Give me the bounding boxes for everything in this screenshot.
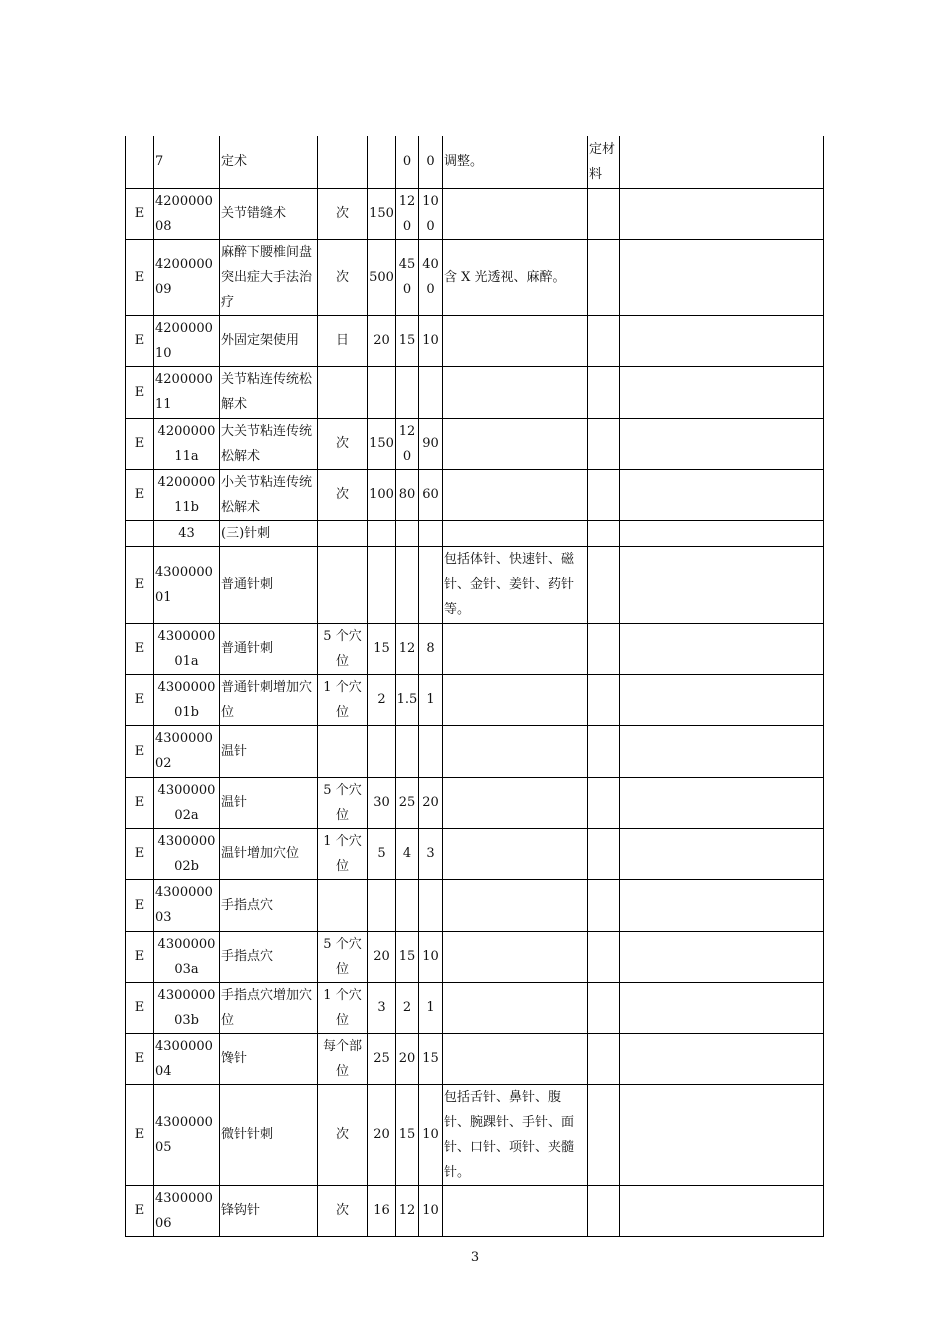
item-code-cell: 430000003a (154, 931, 220, 982)
item-code-cell: 430000001a (154, 623, 220, 674)
price-level1-cell: 15 (368, 623, 396, 674)
item-name-cell: 馋针 (220, 1033, 318, 1084)
price-level2-cell: 12 (396, 1185, 419, 1236)
exception-cell (588, 366, 620, 418)
table-row (126, 931, 824, 982)
remarks-cell (620, 469, 824, 520)
exception-cell (588, 931, 620, 982)
item-name-cell: 手指点穴增加穴位 (220, 982, 318, 1033)
content-note-cell (443, 982, 588, 1033)
category-cell (126, 520, 154, 546)
item-name-cell: 普通针刺 (220, 623, 318, 674)
content-note-cell (443, 777, 588, 828)
content-note-cell (443, 674, 588, 725)
unit-cell: 1 个穴位 (318, 828, 368, 879)
unit-cell: 每个部位 (318, 1033, 368, 1084)
unit-cell (318, 136, 368, 188)
table-row (126, 239, 824, 315)
unit-cell (318, 520, 368, 546)
price-level2-cell (396, 725, 419, 777)
price-level1-cell: 5 (368, 828, 396, 879)
price-level1-cell: 25 (368, 1033, 396, 1084)
price-level1-cell (368, 879, 396, 931)
remarks-cell (620, 879, 824, 931)
item-name-cell: 锋钩针 (220, 1185, 318, 1236)
item-code-cell: 420000011a (154, 418, 220, 469)
unit-cell: 次 (318, 188, 368, 239)
content-note-cell (443, 366, 588, 418)
table-row (126, 623, 824, 674)
category-cell: E (126, 366, 154, 418)
remarks-cell (620, 674, 824, 725)
remarks-cell (620, 136, 824, 188)
exception-cell (588, 315, 620, 366)
price-level3-cell: 10 (419, 1084, 443, 1185)
item-name-cell: 小关节粘连传统松解术 (220, 469, 318, 520)
category-cell: E (126, 982, 154, 1033)
price-level3-cell (419, 520, 443, 546)
exception-cell (588, 982, 620, 1033)
unit-cell: 5 个穴位 (318, 777, 368, 828)
price-level2-cell: 15 (396, 1084, 419, 1185)
table-row (126, 674, 824, 725)
exception-cell (588, 879, 620, 931)
item-name-cell: 普通针刺增加穴位 (220, 674, 318, 725)
remarks-cell (620, 725, 824, 777)
price-level2-cell: 1.5 (396, 674, 419, 725)
content-note-cell: 包括舌针、鼻针、腹针、腕踝针、手针、面针、口针、项针、夹髓针。 (443, 1084, 588, 1185)
category-cell: E (126, 1033, 154, 1084)
unit-cell (318, 879, 368, 931)
price-level2-cell: 4 (396, 828, 419, 879)
price-level1-cell (368, 366, 396, 418)
category-cell: E (126, 239, 154, 315)
page-number: 3 (470, 1250, 480, 1265)
unit-cell: 1 个穴位 (318, 674, 368, 725)
exception-cell (588, 777, 620, 828)
price-level2-cell: 12 (396, 623, 419, 674)
price-level1-cell: 150 (368, 418, 396, 469)
remarks-cell (620, 418, 824, 469)
item-name-cell: 温针 (220, 777, 318, 828)
price-level3-cell: 10 (419, 315, 443, 366)
category-cell: E (126, 674, 154, 725)
price-level3-cell (419, 879, 443, 931)
price-level3-cell: 10 (419, 931, 443, 982)
price-level1-cell: 500 (368, 239, 396, 315)
remarks-cell (620, 777, 824, 828)
price-level3-cell: 10 (419, 1185, 443, 1236)
unit-cell: 1 个穴位 (318, 982, 368, 1033)
price-level1-cell: 16 (368, 1185, 396, 1236)
price-level2-cell: 2 (396, 982, 419, 1033)
price-level2-cell (396, 366, 419, 418)
item-name-cell: 麻醉下腰椎间盘突出症大手法治疗 (220, 239, 318, 315)
content-note-cell: 含 X 光透视、麻醉。 (443, 239, 588, 315)
remarks-cell (620, 188, 824, 239)
content-note-cell (443, 623, 588, 674)
category-cell: E (126, 469, 154, 520)
item-code-cell: 7 (154, 136, 220, 188)
exception-cell (588, 623, 620, 674)
price-level2-cell: 450 (396, 239, 419, 315)
price-level3-cell: 8 (419, 623, 443, 674)
category-cell: E (126, 1185, 154, 1236)
price-level1-cell (368, 520, 396, 546)
price-level2-cell: 25 (396, 777, 419, 828)
price-level1-cell: 2 (368, 674, 396, 725)
price-level2-cell: 20 (396, 1033, 419, 1084)
table-row (126, 725, 824, 777)
price-level2-cell: 120 (396, 418, 419, 469)
exception-cell (588, 469, 620, 520)
fee-schedule-table (125, 136, 824, 1237)
price-level1-cell: 100 (368, 469, 396, 520)
item-code-cell: 430000006 (154, 1185, 220, 1236)
price-level1-cell: 20 (368, 1084, 396, 1185)
price-level3-cell: 400 (419, 239, 443, 315)
category-cell: E (126, 777, 154, 828)
item-code-cell: 430000002b (154, 828, 220, 879)
content-note-cell (443, 188, 588, 239)
item-name-cell: 微针针刺 (220, 1084, 318, 1185)
item-name-cell: 外固定架使用 (220, 315, 318, 366)
item-code-cell: 430000002a (154, 777, 220, 828)
item-code-cell: 420000011b (154, 469, 220, 520)
item-name-cell: 普通针刺 (220, 546, 318, 623)
table-row (126, 1033, 824, 1084)
remarks-cell (620, 520, 824, 546)
category-cell: E (126, 418, 154, 469)
category-cell: E (126, 188, 154, 239)
price-level2-cell: 15 (396, 931, 419, 982)
exception-cell (588, 239, 620, 315)
remarks-cell (620, 828, 824, 879)
remarks-cell (620, 239, 824, 315)
content-note-cell: 调整。 (443, 136, 588, 188)
item-name-cell: 关节粘连传统松解术 (220, 366, 318, 418)
content-note-cell (443, 879, 588, 931)
category-cell: E (126, 623, 154, 674)
category-cell: E (126, 315, 154, 366)
table-row (126, 828, 824, 879)
category-cell: E (126, 828, 154, 879)
remarks-cell (620, 931, 824, 982)
unit-cell: 次 (318, 418, 368, 469)
price-level2-cell (396, 520, 419, 546)
category-cell: E (126, 546, 154, 623)
content-note-cell (443, 520, 588, 546)
table-row (126, 366, 824, 418)
item-code-cell: 430000001b (154, 674, 220, 725)
remarks-cell (620, 546, 824, 623)
price-level3-cell (419, 725, 443, 777)
item-code-cell: 420000011 (154, 366, 220, 418)
table-row (126, 418, 824, 469)
price-level1-cell (368, 725, 396, 777)
item-name-cell: 关节错缝术 (220, 188, 318, 239)
remarks-cell (620, 1185, 824, 1236)
price-level3-cell: 60 (419, 469, 443, 520)
remarks-cell (620, 982, 824, 1033)
unit-cell: 5 个穴位 (318, 623, 368, 674)
exception-cell (588, 1033, 620, 1084)
price-level2-cell: 15 (396, 315, 419, 366)
item-code-cell: 430000003b (154, 982, 220, 1033)
unit-cell (318, 366, 368, 418)
item-code-cell: 420000008 (154, 188, 220, 239)
content-note-cell (443, 725, 588, 777)
unit-cell: 次 (318, 469, 368, 520)
price-level2-cell: 0 (396, 136, 419, 188)
table-row (126, 188, 824, 239)
content-note-cell (443, 1185, 588, 1236)
exception-cell (588, 1185, 620, 1236)
item-name-cell: 手指点穴 (220, 879, 318, 931)
price-level2-cell: 80 (396, 469, 419, 520)
table-row (126, 1185, 824, 1236)
table-row (126, 469, 824, 520)
table-row (126, 777, 824, 828)
price-level3-cell: 1 (419, 674, 443, 725)
category-cell: E (126, 725, 154, 777)
table-row (126, 546, 824, 623)
price-level3-cell: 20 (419, 777, 443, 828)
table-row (126, 879, 824, 931)
item-name-cell: 大关节粘连传统松解术 (220, 418, 318, 469)
item-code-cell: 420000009 (154, 239, 220, 315)
remarks-cell (620, 315, 824, 366)
price-level2-cell (396, 546, 419, 623)
price-level3-cell (419, 366, 443, 418)
price-level1-cell: 20 (368, 315, 396, 366)
exception-cell (588, 546, 620, 623)
table-row (126, 1084, 824, 1185)
category-cell: E (126, 879, 154, 931)
category-cell (126, 136, 154, 188)
exception-cell (588, 520, 620, 546)
content-note-cell: 包括体针、快速针、磁针、金针、姜针、药针等。 (443, 546, 588, 623)
unit-cell: 日 (318, 315, 368, 366)
exception-cell (588, 828, 620, 879)
unit-cell: 5 个穴位 (318, 931, 368, 982)
content-note-cell (443, 1033, 588, 1084)
unit-cell: 次 (318, 1185, 368, 1236)
price-level1-cell: 30 (368, 777, 396, 828)
remarks-cell (620, 1033, 824, 1084)
item-name-cell: 定术 (220, 136, 318, 188)
remarks-cell (620, 1084, 824, 1185)
price-level3-cell: 15 (419, 1033, 443, 1084)
unit-cell: 次 (318, 1084, 368, 1185)
category-cell: E (126, 1084, 154, 1185)
content-note-cell (443, 828, 588, 879)
item-code-cell: 420000010 (154, 315, 220, 366)
content-note-cell (443, 418, 588, 469)
unit-cell (318, 725, 368, 777)
unit-cell (318, 546, 368, 623)
content-note-cell (443, 469, 588, 520)
price-level1-cell (368, 546, 396, 623)
item-name-cell: (三)针刺 (220, 520, 318, 546)
table-row (126, 982, 824, 1033)
price-level3-cell: 1 (419, 982, 443, 1033)
item-code-cell: 430000002 (154, 725, 220, 777)
content-note-cell (443, 931, 588, 982)
remarks-cell (620, 366, 824, 418)
price-level1-cell: 150 (368, 188, 396, 239)
price-level2-cell (396, 879, 419, 931)
item-code-cell: 43 (154, 520, 220, 546)
item-name-cell: 温针增加穴位 (220, 828, 318, 879)
item-code-cell: 430000001 (154, 546, 220, 623)
item-name-cell: 温针 (220, 725, 318, 777)
price-level1-cell: 20 (368, 931, 396, 982)
exception-cell (588, 725, 620, 777)
exception-cell (588, 1084, 620, 1185)
exception-cell (588, 418, 620, 469)
price-level3-cell (419, 546, 443, 623)
content-note-cell (443, 315, 588, 366)
table-row (126, 520, 824, 546)
exception-cell (588, 188, 620, 239)
exception-cell (588, 674, 620, 725)
remarks-cell (620, 623, 824, 674)
price-level3-cell: 100 (419, 188, 443, 239)
price-level3-cell: 0 (419, 136, 443, 188)
table-row (126, 315, 824, 366)
category-cell: E (126, 931, 154, 982)
item-code-cell: 430000003 (154, 879, 220, 931)
unit-cell: 次 (318, 239, 368, 315)
table-row (126, 136, 824, 188)
price-level2-cell: 120 (396, 188, 419, 239)
item-name-cell: 手指点穴 (220, 931, 318, 982)
price-level1-cell (368, 136, 396, 188)
item-code-cell: 430000005 (154, 1084, 220, 1185)
exception-cell: 定材料 (588, 136, 620, 188)
price-level3-cell: 90 (419, 418, 443, 469)
item-code-cell: 430000004 (154, 1033, 220, 1084)
price-level3-cell: 3 (419, 828, 443, 879)
price-level1-cell: 3 (368, 982, 396, 1033)
